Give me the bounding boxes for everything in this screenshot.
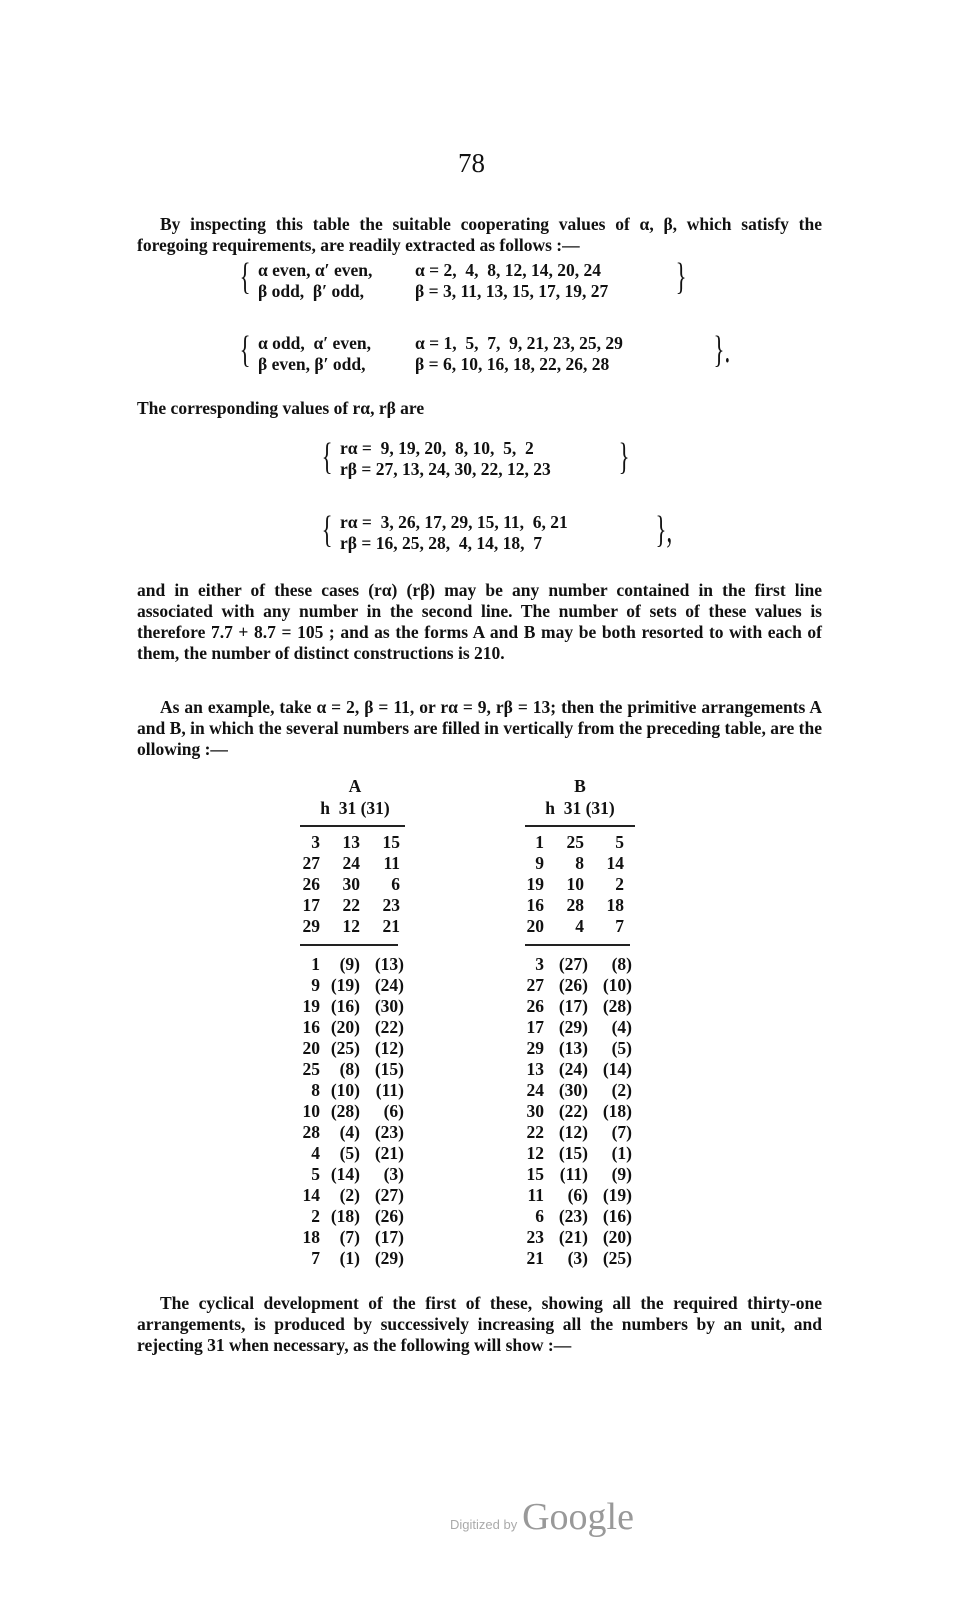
case-values xyxy=(415,333,623,375)
table-cell: (7) xyxy=(339,1227,360,1247)
table-cell: 16 xyxy=(526,895,544,915)
table-row xyxy=(520,1101,634,1122)
table-cell: 14 xyxy=(302,1185,320,1205)
table-cell: 1 xyxy=(311,954,320,974)
table-cell: 22 xyxy=(342,895,360,915)
table-row xyxy=(296,1017,406,1038)
table-cell: (18) xyxy=(330,1206,360,1226)
table-cell: 9 xyxy=(535,853,544,873)
google-logo: Google xyxy=(522,1496,634,1538)
condition-line: β even, β′ odd, xyxy=(258,354,366,374)
value-line: β = 3, 11, 13, 15, 17, 19, 27 xyxy=(415,281,609,301)
arrangement-top-rows xyxy=(296,832,402,937)
table-cell: 4 xyxy=(311,1143,320,1163)
table-row xyxy=(296,916,402,937)
table-cell: (7) xyxy=(611,1122,632,1142)
table-cell: (4) xyxy=(611,1017,632,1037)
table-row xyxy=(296,1038,406,1059)
watermark-text: Digitized by xyxy=(450,1517,518,1532)
table-row xyxy=(296,1185,406,1206)
table-cell: 24 xyxy=(526,1080,544,1100)
table-cell: 23 xyxy=(526,1227,544,1247)
table-cell: (16) xyxy=(602,1206,632,1226)
table-cell: (25) xyxy=(330,1038,360,1058)
table-row xyxy=(296,895,402,916)
left-brace: { xyxy=(239,329,251,371)
table-row xyxy=(296,1143,406,1164)
table-cell: 3 xyxy=(535,954,544,974)
table-cell: 1 xyxy=(535,832,544,852)
table-cell: 8 xyxy=(311,1080,320,1100)
case-values xyxy=(415,260,608,302)
table-row xyxy=(296,1101,406,1122)
table-cell: (1) xyxy=(339,1248,360,1268)
table-cell: (8) xyxy=(339,1059,360,1079)
table-cell: (24) xyxy=(374,975,404,995)
table-cell: 12 xyxy=(342,916,360,936)
table-cell: (2) xyxy=(611,1080,632,1100)
right-brace: } xyxy=(618,436,630,478)
table-cell: 23 xyxy=(382,895,400,915)
table-cell: (24) xyxy=(558,1059,588,1079)
table-cell: 25 xyxy=(302,1059,320,1079)
r-alpha-line: rα = 9, 19, 20, 8, 10, 5, 2 xyxy=(340,438,534,458)
table-cell: 30 xyxy=(526,1101,544,1121)
table-row xyxy=(520,916,626,937)
paragraph-corresponding: The corresponding values of rα, rβ are xyxy=(137,398,425,418)
table-row xyxy=(296,975,406,996)
table-cell: (21) xyxy=(374,1143,404,1163)
table-cell: 5 xyxy=(311,1164,320,1184)
table-cell: 11 xyxy=(527,1185,544,1205)
table-cell: 28 xyxy=(566,895,584,915)
table-cell: 20 xyxy=(526,916,544,936)
right-brace: }, xyxy=(655,509,673,551)
paragraph-cases: and in either of these cases (rα) (rβ) may be any number contained in the first line associated with any number in the second line. The number of sets of these values is therefore 7.7 + 8.7 = 105 ; and as the forms A and B may be both resorted to with each of them, the number of distinct constructions is 210. xyxy=(137,580,822,663)
table-row xyxy=(296,1206,406,1227)
table-cell: (20) xyxy=(602,1227,632,1247)
table-cell: 11 xyxy=(383,853,400,873)
table-cell: (23) xyxy=(558,1206,588,1226)
table-cell: 2 xyxy=(615,874,624,894)
table-cell: (19) xyxy=(330,975,360,995)
table-cell: (9) xyxy=(339,954,360,974)
table-cell: 26 xyxy=(526,996,544,1016)
table-row xyxy=(520,1017,634,1038)
table-cell: 19 xyxy=(526,874,544,894)
table-cell: (26) xyxy=(558,975,588,995)
arrangement-header: h 31 (31) xyxy=(545,798,615,818)
table-cell: (13) xyxy=(558,1038,588,1058)
table-cell: 10 xyxy=(302,1101,320,1121)
table-cell: 26 xyxy=(302,874,320,894)
table-row xyxy=(296,1122,406,1143)
table-cell: 3 xyxy=(311,832,320,852)
table-cell: 15 xyxy=(382,832,400,852)
table-cell: (15) xyxy=(558,1143,588,1163)
table-cell: (3) xyxy=(567,1248,588,1268)
table-row xyxy=(520,975,634,996)
arrangement-header: h 31 (31) xyxy=(320,798,390,818)
table-cell: 19 xyxy=(302,996,320,1016)
table-row xyxy=(296,1080,406,1101)
table-row xyxy=(296,1059,406,1080)
table-cell: 24 xyxy=(342,853,360,873)
table-cell: (25) xyxy=(602,1248,632,1268)
table-cell: (14) xyxy=(602,1059,632,1079)
table-row xyxy=(296,853,402,874)
table-cell: 6 xyxy=(391,874,400,894)
r-beta-line: rβ = 27, 13, 24, 30, 22, 12, 23 xyxy=(340,459,551,479)
table-cell: 29 xyxy=(526,1038,544,1058)
table-row xyxy=(296,1248,406,1269)
table-cell: (30) xyxy=(374,996,404,1016)
table-cell: 4 xyxy=(575,916,584,936)
table-cell: (11) xyxy=(559,1164,588,1184)
table-cell: (26) xyxy=(374,1206,404,1226)
table-cell: (5) xyxy=(339,1143,360,1163)
table-cell: (1) xyxy=(611,1143,632,1163)
table-cell: 17 xyxy=(526,1017,544,1037)
table-cell: 30 xyxy=(342,874,360,894)
table-cell: (2) xyxy=(339,1185,360,1205)
table-cell: (13) xyxy=(374,954,404,974)
paragraph-intro: By inspecting this table the suitable cooperating values of α, β, which satisfy the foregoing requirements, are readily extracted as follows :— xyxy=(137,214,822,255)
r-alpha-line: rα = 3, 26, 17, 29, 15, 11, 6, 21 xyxy=(340,512,568,532)
table-cell: (22) xyxy=(374,1017,404,1037)
value-line: α = 2, 4, 8, 12, 14, 20, 24 xyxy=(415,260,601,280)
table-cell: 21 xyxy=(526,1248,544,1268)
table-cell: 22 xyxy=(526,1122,544,1142)
table-cell: (8) xyxy=(611,954,632,974)
table-cell: (28) xyxy=(602,996,632,1016)
table-row xyxy=(520,954,634,975)
table-cell: 2 xyxy=(311,1206,320,1226)
table-cell: 17 xyxy=(302,895,320,915)
table-cell: (14) xyxy=(330,1164,360,1184)
table-cell: 18 xyxy=(606,895,624,915)
table-cell: (21) xyxy=(558,1227,588,1247)
table-cell: 13 xyxy=(342,832,360,852)
table-cell: 12 xyxy=(526,1143,544,1163)
table-row xyxy=(296,1227,406,1248)
paragraph-example: As an example, take α = 2, β = 11, or rα = 9, rβ = 13; then the primitive arrangements A and B, in which the several numbers are filled in vertically from the preceding table, are the ollowing :— xyxy=(137,697,822,759)
table-cell: (23) xyxy=(374,1122,404,1142)
table-cell: (29) xyxy=(374,1248,404,1268)
left-brace: { xyxy=(321,509,333,551)
table-cell: 14 xyxy=(606,853,624,873)
divider xyxy=(300,944,398,946)
table-cell: (20) xyxy=(330,1017,360,1037)
table-row xyxy=(520,1122,634,1143)
table-cell: 13 xyxy=(526,1059,544,1079)
table-row xyxy=(296,996,406,1017)
table-cell: 25 xyxy=(566,832,584,852)
table-cell: 10 xyxy=(566,874,584,894)
r-beta-line: rβ = 16, 25, 28, 4, 14, 18, 7 xyxy=(340,533,542,553)
table-cell: (18) xyxy=(602,1101,632,1121)
table-row xyxy=(520,1227,634,1248)
table-row xyxy=(520,895,626,916)
table-cell: 27 xyxy=(302,853,320,873)
table-row xyxy=(296,1164,406,1185)
table-cell: (27) xyxy=(558,954,588,974)
arrangement-title: B xyxy=(574,776,586,796)
table-cell: 7 xyxy=(311,1248,320,1268)
table-cell: 6 xyxy=(535,1206,544,1226)
table-cell: (17) xyxy=(374,1227,404,1247)
table-cell: 27 xyxy=(526,975,544,995)
table-row xyxy=(520,1248,634,1269)
table-cell: (29) xyxy=(558,1017,588,1037)
table-cell: (16) xyxy=(330,996,360,1016)
table-cell: 7 xyxy=(615,916,624,936)
condition-line: β odd, β′ odd, xyxy=(258,281,365,301)
condition-line: α odd, α′ even, xyxy=(258,333,371,353)
table-row xyxy=(296,832,402,853)
table-row xyxy=(520,1185,634,1206)
table-cell: (5) xyxy=(611,1038,632,1058)
table-cell: 21 xyxy=(382,916,400,936)
arrangement-top-rows xyxy=(520,832,626,937)
table-cell: 16 xyxy=(302,1017,320,1037)
table-row xyxy=(520,1080,634,1101)
divider xyxy=(300,825,405,827)
table-cell: (12) xyxy=(558,1122,588,1142)
table-cell: (4) xyxy=(339,1122,360,1142)
table-row xyxy=(520,1059,634,1080)
table-cell: (12) xyxy=(374,1038,404,1058)
table-cell: (11) xyxy=(375,1080,404,1100)
condition-line: α even, α′ even, xyxy=(258,260,373,280)
case-conditions xyxy=(258,260,372,302)
table-cell: (17) xyxy=(558,996,588,1016)
right-brace: }. xyxy=(713,329,731,371)
table-cell: 20 xyxy=(302,1038,320,1058)
paragraph-cyclical: The cyclical development of the first of these, showing all the required thirty-one arrangements, is produced by successively increasing all the numbers by an unit, and rejecting 31 when necessary, as the following will show :— xyxy=(137,1293,822,1355)
arrangement-title: A xyxy=(348,776,362,796)
table-row xyxy=(520,996,634,1017)
table-cell: (27) xyxy=(374,1185,404,1205)
r-values xyxy=(340,512,568,554)
page-number: 78 xyxy=(458,148,485,178)
case-conditions xyxy=(258,333,371,375)
table-cell: 29 xyxy=(302,916,320,936)
table-row xyxy=(520,832,626,853)
divider xyxy=(525,944,630,946)
table-row xyxy=(520,853,626,874)
left-brace: { xyxy=(239,256,251,298)
table-cell: (3) xyxy=(383,1164,404,1184)
table-row xyxy=(520,1143,634,1164)
table-cell: (9) xyxy=(611,1164,632,1184)
arrangement-bottom-rows xyxy=(296,954,406,1269)
table-cell: (15) xyxy=(374,1059,404,1079)
table-cell: 8 xyxy=(575,853,584,873)
table-row xyxy=(520,1164,634,1185)
table-cell: (10) xyxy=(330,1080,360,1100)
table-row xyxy=(296,874,402,895)
right-brace: } xyxy=(675,256,687,298)
table-cell: (30) xyxy=(558,1080,588,1100)
google-watermark xyxy=(450,1495,634,1539)
table-cell: 28 xyxy=(302,1122,320,1142)
table-row xyxy=(520,1206,634,1227)
value-line: β = 6, 10, 16, 18, 22, 26, 28 xyxy=(415,354,610,374)
table-cell: (28) xyxy=(330,1101,360,1121)
arrangement-bottom-rows xyxy=(520,954,634,1269)
table-cell: (19) xyxy=(602,1185,632,1205)
table-row xyxy=(296,954,406,975)
table-cell: 18 xyxy=(302,1227,320,1247)
table-row xyxy=(520,1038,634,1059)
value-line: α = 1, 5, 7, 9, 21, 23, 25, 29 xyxy=(415,333,623,353)
left-brace: { xyxy=(321,436,333,478)
divider xyxy=(525,825,635,827)
table-cell: 9 xyxy=(311,975,320,995)
table-cell: 15 xyxy=(526,1164,544,1184)
table-cell: (10) xyxy=(602,975,632,995)
table-cell: (6) xyxy=(383,1101,404,1121)
table-cell: (22) xyxy=(558,1101,588,1121)
r-values xyxy=(340,438,551,480)
table-row xyxy=(520,874,626,895)
table-cell: (6) xyxy=(567,1185,588,1205)
table-cell: 5 xyxy=(615,832,624,852)
